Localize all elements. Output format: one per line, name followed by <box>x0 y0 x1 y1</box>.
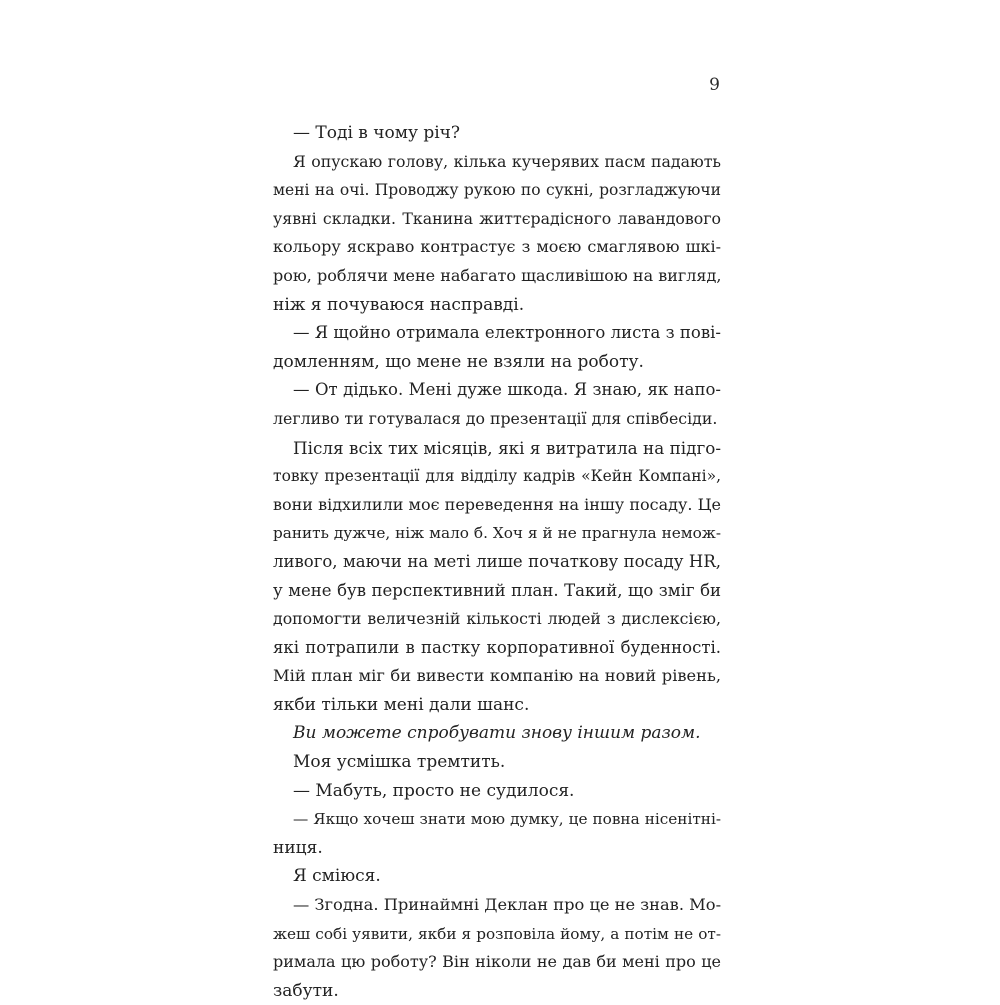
text-line: легливо ти готувалася до презентації для співбесіди. <box>273 408 718 428</box>
page-number: 9 <box>709 75 720 95</box>
text-line: уявні складки. Тканина життєрадісного лавандового <box>273 208 721 228</box>
text-line: забути. <box>273 980 339 1001</box>
text-line: Я сміюся. <box>293 866 381 887</box>
text-line: жеш собі уявити, якби я розповіла йому, а потім не от- <box>273 924 721 943</box>
text-line: ниця. <box>273 837 323 858</box>
text-line: — Тоді в чому річ? <box>293 123 461 143</box>
text-line: допомогти величезній кількості людей з дислексією, <box>273 609 721 629</box>
text-line: вони відхилили моє переведення на іншу посаду. Це <box>273 494 721 514</box>
text-line: ніж я почуваюся насправді. <box>273 294 525 315</box>
text-line: — Я щойно отримала електронного листа з пові- <box>293 323 721 343</box>
text-line: товку презентації для відділу кадрів «Кейн Компані», <box>273 467 721 486</box>
text-line: Я опускаю голову, кілька кучерявих пасм падають <box>293 151 721 171</box>
text-line: у мене був перспективний план. Такий, що зміг би <box>273 580 721 600</box>
text-line: — Мабуть, просто не судилося. <box>293 780 575 801</box>
text-line: домленням, що мене не взяли на роботу. <box>273 351 644 372</box>
text-line: римала цю роботу? Він ніколи не дав би мені про це <box>273 952 721 972</box>
text-line: якби тільки мені дали шанс. <box>273 694 530 715</box>
text-line: мені на очі. Проводжу рукою по сукні, розгладжуючи <box>273 181 721 200</box>
text-line: які потрапили в пастку корпоративної буденності. <box>273 637 721 657</box>
text-line: — Якщо хочеш знати мою думку, це повна нісенітні- <box>293 810 721 829</box>
text-line: Моя усмішка тремтить. <box>293 752 506 773</box>
text-line: рою, роблячи мене набагато щасливішою на вигляд, <box>273 265 722 285</box>
text-line: Після всіх тих місяців, які я витратила на підго- <box>293 437 721 458</box>
body-text <box>273 119 721 1005</box>
text-line: кольору яскраво контрастує з моєю смаглявою шкі- <box>273 237 721 257</box>
text-line: — От дідько. Мені дуже шкода. Я знаю, як напо- <box>293 380 721 400</box>
text-line: ранить дужче, ніж мало б. Хоч я й не прагнула немож- <box>273 524 721 543</box>
text-line: Ви можете спробувати знову іншим разом. <box>293 723 701 744</box>
text-line: ливого, маючи на меті лише початкову посаду HR, <box>273 551 721 571</box>
text-line: — Згодна. Принаймні Деклан про це не знав. Мо- <box>293 895 722 915</box>
text-line: Мій план міг би вивести компанію на новий рівень, <box>273 666 721 686</box>
